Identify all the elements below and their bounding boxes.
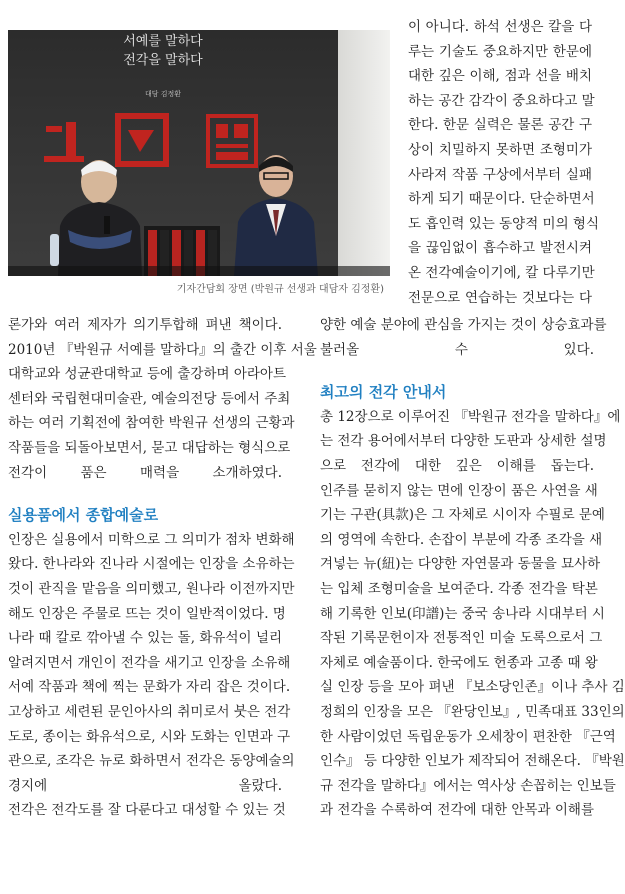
text-line: 으로 전각에 대한 깊은 이해를 돕는다. [320,457,594,474]
text-line: 인장은 실용에서 미학으로 그 의미가 점차 변화해 [8,531,295,548]
left-column [8,313,317,823]
text-line: 과 전각을 수록하여 전각에 대한 안목과 이해를 [320,802,594,819]
text-line: 도로, 종이는 화유석으로, 시와 도화는 인면과 구 [8,728,291,745]
right-top-text [408,15,599,310]
right-intro-paragraph [320,313,607,362]
right-column [320,313,625,823]
text-line: 작품들을 되돌아보면서, 묻고 대답하는 형식으로 [8,439,291,456]
text-line: 루는 기술도 중요하지만 한문에 [408,43,592,60]
text-line: 온 전각예술이기에, 칼 다루기만 [408,264,595,281]
photo-caption: 기자간담회 장면 (박원규 선생과 대담자 김정환) [176,284,384,295]
section-heading-best-guide: 최고의 전각 안내서 [320,383,447,402]
right-body-paragraph [320,405,625,823]
text-line: 규 전각을 말하다』에서는 역사상 손꼽히는 인보들 [320,777,616,794]
text-line: 불러올 수 있다. [320,341,594,358]
text-line: 나라 때 칼로 깎아낼 수 있는 돌, 화유석이 널리 [8,630,282,647]
water-bottle-left [50,234,59,266]
text-line: 한다. 한문 실력은 물론 공간 구 [408,117,592,134]
left-body-paragraph [8,528,295,823]
book-subtitle: 대담 김정환 [144,90,182,98]
text-line: 하는 공간 감각이 중요하다고 말 [408,92,595,109]
text-line: 고상하고 세련된 문인아사의 취미로서 붓은 전각 [8,703,291,720]
text-line: 하는 여러 기획전에 참여한 박원규 선생의 근황과 [8,415,295,432]
text-line: 기는 구관(具款)은 그 자체로 시이자 수필로 문예 [320,507,605,524]
text-line: 센터와 국립현대미술관, 예술의전당 등에서 주최 [8,390,291,407]
text-line: 을 끊임없이 흡수하고 발전시켜 [408,240,592,257]
text-line: 는 전각 용어에서부터 다양한 도판과 상세한 설명 [320,433,607,450]
press-conference-photo [8,30,390,276]
left-intro-paragraph [8,313,317,485]
text-line: 겨넣는 뉴(紐)는 다양한 자연물과 동물을 묘사하 [320,556,601,573]
text-line: 전문으로 연습하는 것보다는 다 [408,289,592,306]
text-line: 는 입체 조형미술을 보여준다. 각종 전각을 탁본 [320,580,598,597]
text-line: 론가와 여러 제자가 의기투합해 펴낸 책이다. [8,317,282,333]
text-line: 왔다. 한나라와 진나라 시절에는 인장을 소유하는 [8,556,295,573]
text-line: 2010년 『박원규 서예를 말하다』의 출간 이후 서울 [8,341,317,358]
text-line: 총 12장으로 이루어진 『박원규 전각을 말하다』에 [320,408,621,425]
text-line: 해도 인장은 주물로 뜨는 것이 일반적이었다. 명 [8,605,286,622]
text-line: 상이 치밀하지 못하면 조형미가 [408,141,592,158]
text-line: 실 인장 등을 모아 펴낸 『보소당인존』이나 추사 김 [320,679,625,696]
text-line: 사라져 작품 구상에서부터 실패 [408,166,592,183]
text-line: 양한 예술 분야에 관심을 가지는 것이 상승효과를 [320,317,607,333]
text-line: 작된 기록문헌이자 전통적인 미술 도록으로서 그 [320,630,603,647]
photo-illustration [8,30,390,276]
text-line: 이 아니다. 하석 선생은 칼을 다 [408,19,592,35]
text-line: 서예 작품과 책에 찍는 문화가 자리 잡은 것이다. [8,679,291,696]
text-line: 대한 깊은 이해, 점과 선을 배치 [408,68,592,85]
text-line: 인주를 묻히지 않는 면에 인장이 품은 사연을 새 [320,482,598,499]
text-line: 자체로 예술품이다. 한국에도 헌종과 고종 때 왕 [320,654,598,671]
text-line: 경지에 올랐다. [8,777,282,794]
text-line: 한 사람이었던 독립운동가 오세창이 편찬한 『근역 [320,728,616,745]
text-line: 해 기록한 인보(印譜)는 중국 송나라 시대부터 시 [320,605,605,622]
text-line: 대학교와 성균관대학교 등에 출강하며 아라아트 [8,366,286,383]
text-line: 의 영역에 속한다. 손잡이 부분에 각종 조각을 새 [320,531,603,548]
book-title-line1: 서예를 말하다 [123,34,203,49]
text-line: 하게 되기 때문이다. 단순하면서 [408,191,595,208]
text-line: 정희의 인장을 모은 『완당인보』, 민족대표 33인의 [320,703,625,720]
text-line: 인수』 등 다양한 인보가 제작되어 전해온다. 『박원 [320,753,625,770]
text-line: 전각이 품은 매력을 소개하였다. [8,464,282,481]
text-line: 것이 관직을 맡음을 의미했고, 원나라 이전까지만 [8,580,295,597]
section-heading-utility-to-art: 실용품에서 종합예술로 [8,506,159,525]
text-line: 관으로, 조각은 뉴로 화하면서 전각은 동양예술의 [8,753,295,770]
text-line: 도 흡인력 있는 동양적 미의 형식 [408,215,599,232]
book-title-line2: 전각을 말하다 [123,53,203,68]
text-line: 전각은 전각도를 잘 다룬다고 대성할 수 있는 것 [8,802,286,819]
text-line: 알려지면서 개인이 전각을 새기고 인장을 소유해 [8,654,291,671]
